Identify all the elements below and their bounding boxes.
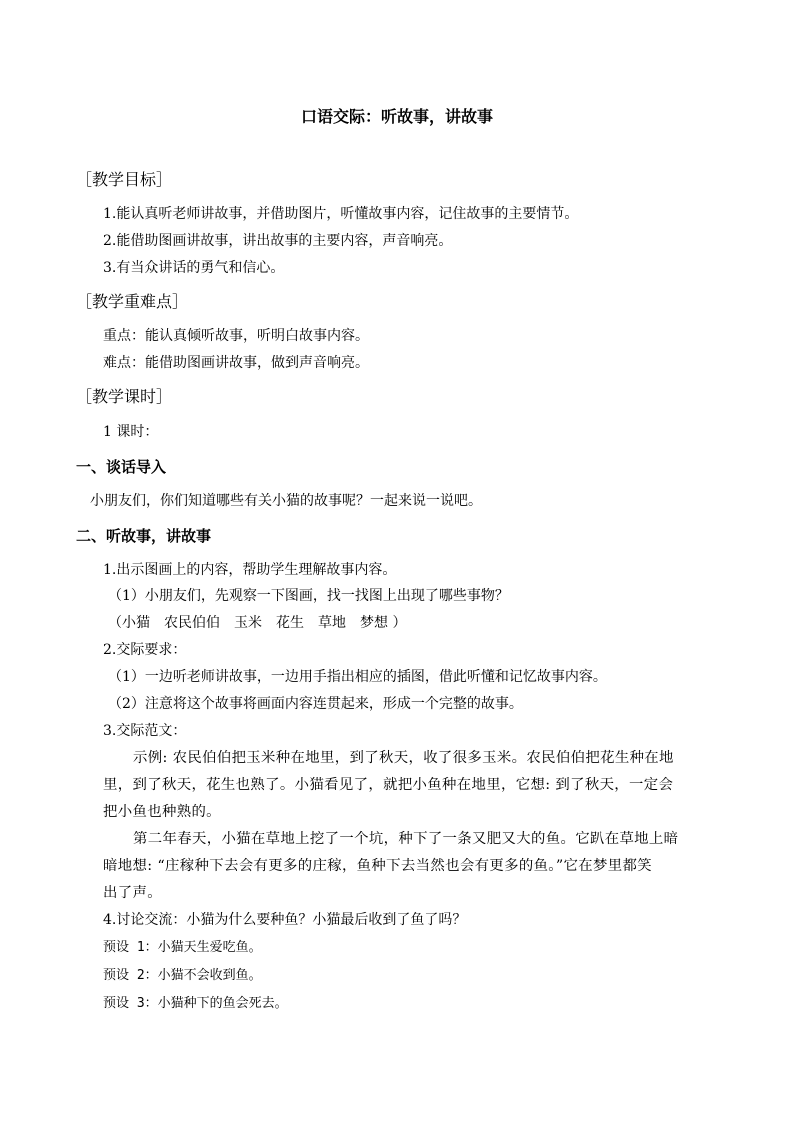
example-line: 示例: 农民伯伯把玉米种在地里，到了秋天，收了很多玉米。农民伯伯把花生种在地 (133, 750, 674, 766)
step1-text: 1.出示图画上的内容，帮助学生理解故事内容。 (103, 562, 397, 578)
step3-text: 3.交际范文： (103, 723, 187, 739)
goals-heading: ［教学目标］ (76, 170, 173, 189)
key-points-heading: ［教学重难点］ (76, 292, 189, 311)
step2-item: （2）注意将这个故事将画面内容连贯起来，形成一个完整的故事。 (108, 696, 523, 712)
goal-item: 2.能借助图画讲故事，讲出故事的主要内容，声音响亮。 (103, 233, 453, 249)
example-line: 出了声。 (103, 885, 162, 901)
hours-heading: ［教学课时］ (76, 387, 173, 406)
part1-text: 小朋友们，你们知道哪些有关小猫的故事呢？一起来说一说吧。 (90, 493, 482, 509)
key-point-item: 难点：能借助图画讲故事，做到声音响亮。 (103, 355, 369, 371)
step1-answer: （小猫 农民伯伯 玉米 花生 草地 梦想 ） (108, 615, 407, 631)
key-point-item: 重点：能认真倾听故事，听明白故事内容。 (103, 328, 369, 344)
example-line: 把小鱼也种熟的。 (103, 804, 221, 820)
example-line: 第二年春天，小猫在草地上挖了一个坑，种下了一条又肥又大的鱼。它趴在草地上暗 (133, 831, 679, 847)
part1-heading: 一、谈话导入 (76, 458, 167, 476)
goal-item: 3.有当众讲话的勇气和信心。 (103, 260, 285, 276)
step2-text: 2.交际要求： (103, 642, 187, 658)
step2-item: （1）一边听老师讲故事，一边用手指出相应的插图，借此听懂和记忆故事内容。 (108, 669, 607, 685)
preset-item: 预设 3：小猫种下的鱼会死去。 (103, 996, 288, 1011)
preset-item: 预设 1：小猫天生爱吃鱼。 (103, 940, 262, 955)
step4-text: 4.讨论交流：小猫为什么要种鱼？小猫最后收到了鱼了吗？ (103, 912, 467, 928)
page-title: 口语交际：听故事，讲故事 (300, 107, 493, 126)
hours-value: 1 课时： (103, 424, 159, 440)
part2-heading: 二、听故事，讲故事 (76, 527, 212, 545)
preset-item: 预设 2：小猫不会收到鱼。 (103, 968, 262, 983)
goal-item: 1.能认真听老师讲故事，并借助图片，听懂故事内容，记住故事的主要情节。 (103, 206, 579, 222)
example-line: 暗地想: “庄稼种下去会有更多的庄稼，鱼种下去当然也会有更多的鱼。”它在梦里都笑 (103, 858, 653, 874)
step1-question: （1）小朋友们，先观察一下图画，找一找图上出现了哪些事物？ (108, 588, 509, 604)
example-line: 里，到了秋天，花生也熟了。小猫看见了，就把小鱼种在地里，它想: 到了秋天，一定会 (103, 777, 674, 793)
